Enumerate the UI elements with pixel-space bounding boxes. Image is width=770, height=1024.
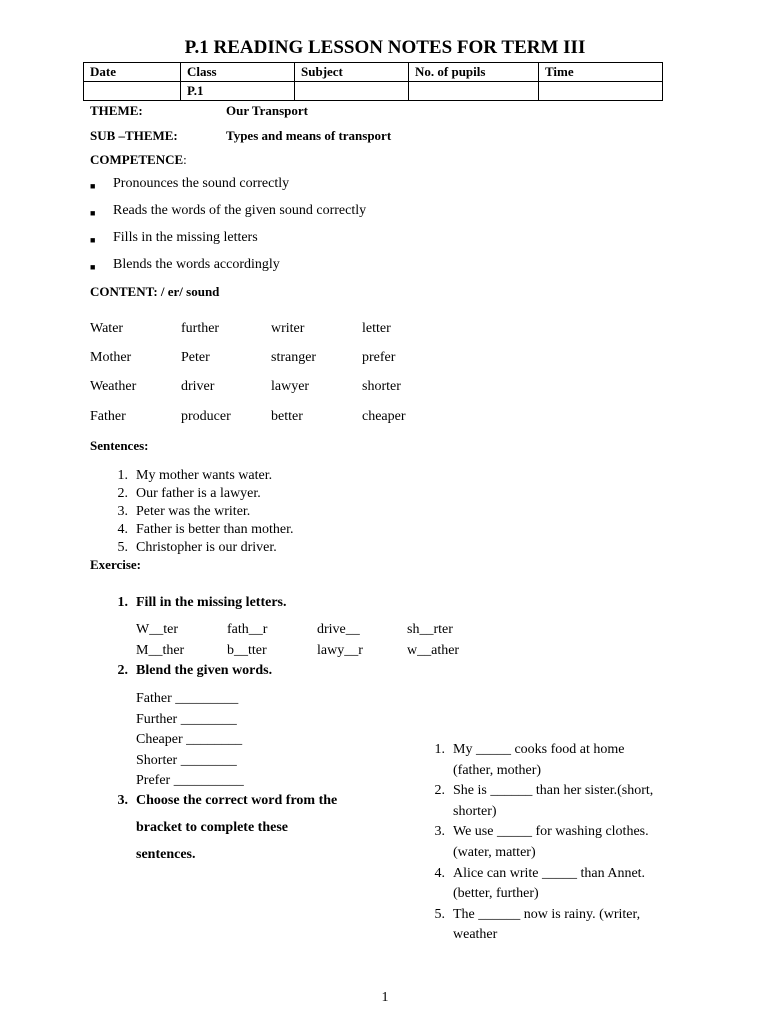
- sentence-item: 2. Our father is a lawyer.: [117, 486, 261, 501]
- question-item: 3. We use _____ for washing clothes.: [434, 824, 649, 840]
- header-cell-time: Time: [539, 63, 663, 82]
- bullet-icon: ■: [90, 262, 96, 272]
- sentence-item: 5. Christopher is our driver.: [117, 540, 277, 555]
- word-cell: further: [181, 321, 220, 336]
- sentences-label: Sentences:: [90, 438, 149, 453]
- blend-item: Cheaper ________: [136, 732, 243, 747]
- word-cell: writer: [271, 321, 305, 336]
- exercise-label: Exercise:: [90, 557, 142, 572]
- word-cell: producer: [181, 409, 231, 424]
- competence-heading: [90, 152, 187, 168]
- word-cell: Mother: [90, 350, 132, 365]
- page-number: 1: [381, 990, 389, 1005]
- header-row: [84, 63, 663, 82]
- header-cell-class: Class: [181, 63, 295, 82]
- exercise-1-heading: 1. Fill in the missing letters.: [117, 595, 287, 610]
- exercise-2-heading: 2. Blend the given words.: [117, 663, 273, 678]
- bullet-icon: ■: [90, 235, 96, 245]
- word-cell: lawyer: [271, 379, 310, 394]
- competence-colon: :: [183, 152, 187, 167]
- missing-letter-word: lawy__r: [317, 643, 363, 658]
- bullet-icon: ■: [90, 181, 96, 191]
- question-item: 5. The ______ now is rainy. (writer,: [434, 906, 641, 922]
- word-cell: Peter: [181, 350, 210, 365]
- value-cell-date: [84, 82, 181, 101]
- theme-value: Our Transport: [226, 103, 308, 118]
- content-label: CONTENT: / er/ sound: [90, 284, 220, 299]
- competence-item: Blends the words accordingly: [113, 257, 280, 272]
- theme-label: THEME:: [90, 103, 143, 118]
- value-cell-pupils: [409, 82, 539, 101]
- bullet-icon: ■: [90, 208, 96, 218]
- value-cell-class: P.1: [181, 82, 295, 101]
- sentences-list: [106, 467, 293, 557]
- missing-letter-word: M__ther: [136, 643, 185, 658]
- page-title: P.1 READING LESSON NOTES FOR TERM III: [184, 37, 586, 58]
- sub-theme-value: Types and means of transport: [226, 128, 392, 143]
- value-cell-subject: [295, 82, 409, 101]
- word-cell: Water: [90, 321, 124, 336]
- word-cell: letter: [362, 321, 391, 336]
- word-cell: stranger: [271, 350, 317, 365]
- word-cell: Father: [90, 409, 126, 424]
- missing-letter-word: b__tter: [227, 643, 267, 658]
- blend-item: Father _________: [136, 691, 239, 706]
- word-cell: cheaper: [362, 409, 406, 424]
- competence-label: COMPETENCE: [90, 152, 184, 167]
- sentence-item: 4. Father is better than mother.: [117, 522, 294, 537]
- blend-item: Prefer __________: [136, 773, 244, 788]
- blend-list: [136, 689, 244, 792]
- header-cell-date: Date: [84, 63, 181, 82]
- word-cell: better: [271, 409, 303, 424]
- choose-word-questions: [423, 740, 653, 946]
- exercise-3-heading-line: sentences.: [136, 847, 196, 862]
- question-item: 2. She is ______ than her sister.(short,: [434, 783, 654, 799]
- question-options: (water, matter): [453, 844, 536, 860]
- word-cell: shorter: [362, 379, 401, 394]
- missing-letter-word: sh__rter: [407, 622, 453, 637]
- question-options: (father, mother): [453, 762, 542, 778]
- sentence-item: 3. Peter was the writer.: [117, 504, 251, 519]
- word-cell: prefer: [362, 350, 396, 365]
- missing-letter-word: fath__r: [227, 622, 268, 637]
- word-cell: driver: [181, 379, 215, 394]
- question-options: shorter): [453, 803, 497, 819]
- header-cell-subject: Subject: [295, 63, 409, 82]
- question-options: weather: [453, 927, 498, 943]
- word-cell: Weather: [90, 379, 137, 394]
- question-options: (better, further): [453, 886, 539, 902]
- value-row: [84, 82, 663, 101]
- missing-letter-word: w__ather: [407, 643, 460, 658]
- sentence-item: 1. My mother wants water.: [117, 468, 273, 483]
- competence-item: Pronounces the sound correctly: [113, 176, 290, 191]
- missing-letter-word: drive__: [317, 622, 360, 637]
- exercise-3-heading: 3. Choose the correct word from the: [117, 793, 338, 808]
- sub-theme-label: SUB –THEME:: [90, 128, 178, 143]
- blend-item: Further ________: [136, 711, 237, 727]
- question-item: 4. Alice can write _____ than Annet.: [434, 865, 646, 881]
- blend-item: Shorter ________: [136, 752, 237, 768]
- competence-item: Reads the words of the given sound correctly: [113, 203, 367, 218]
- value-cell-time: [539, 82, 663, 101]
- missing-letter-word: W__ter: [136, 622, 178, 637]
- competence-item: Fills in the missing letters: [113, 230, 258, 245]
- lesson-header-table: [83, 62, 663, 101]
- exercise-3-heading-line: bracket to complete these: [136, 820, 289, 835]
- header-cell-pupils: No. of pupils: [409, 63, 539, 82]
- question-item: 1. My _____ cooks food at home: [434, 742, 625, 757]
